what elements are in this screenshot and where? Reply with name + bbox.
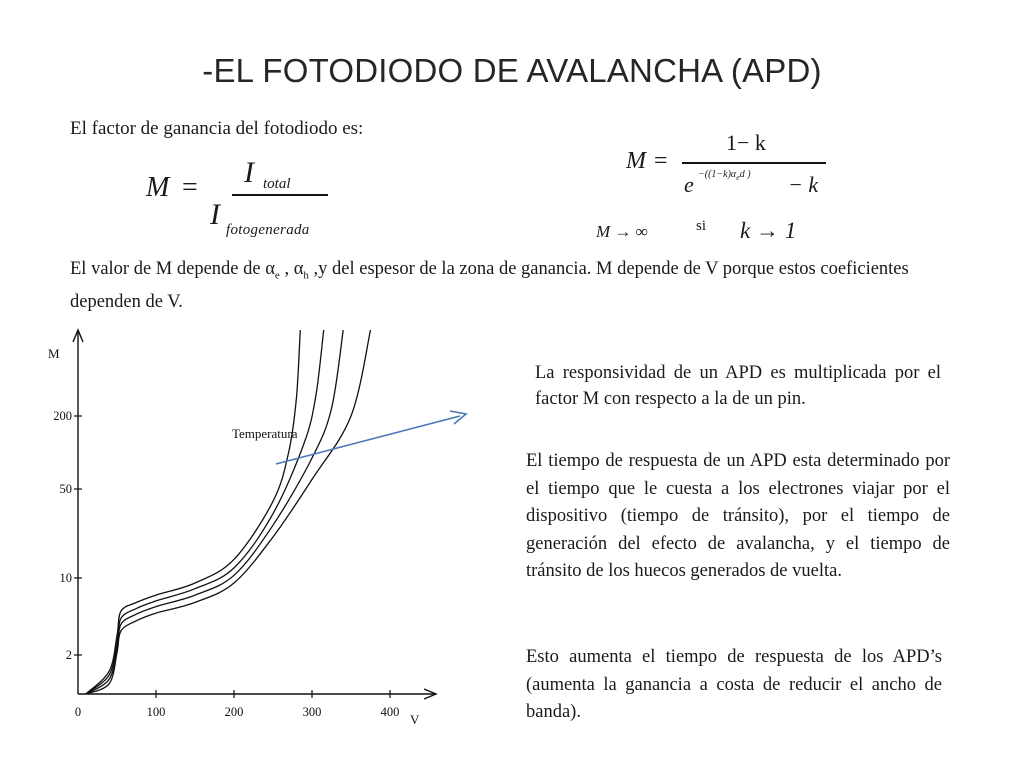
y-tick-label: 10 [59,571,72,585]
increase-paragraph: Esto aumenta el tiempo de respuesta de los APD’s (aumenta la ganancia a costa de reducir el ancho de banda). [526,647,942,722]
formula-lhs: M [146,172,170,203]
formula-equals: = [182,172,198,203]
dependence-paragraph: El valor de M depende de $\alpha_e$ , $\alpha_h$ ,y del espesor de la zona de ganancia. M depende de V porque estos coeficientes dependen de V. [70,259,909,312]
response-time-paragraph: El tiempo de respuesta de un APD esta determinado por el tiempo que le cuesta a los electrones viajar por el dispositivo (tiempo de tránsito), por el tiempo de generación del efecto de avalancha, y el tiempo de tránsito de los huecos generados de vuelta. [526,451,950,581]
y-tick-label: 200 [53,409,72,423]
formula-lhs: M [626,148,646,174]
x-tick-label: 100 [146,705,166,719]
formula-numerator: 1− k [726,130,766,155]
gain-formula [140,158,340,248]
numerator-current: I [244,156,254,189]
temperature-label: Temperatura [232,426,298,441]
y-tick-label: 2 [65,648,72,662]
gain-voltage-chart [40,322,480,732]
formula-equals: = [654,148,668,174]
denominator-current: I [210,198,220,231]
x-tick-label: 400 [380,705,400,719]
y-axis-label: M [48,346,60,361]
limit-si: si [696,218,707,234]
exp-base: e [684,172,694,197]
gain-curve-3 [86,330,343,694]
x-tick-label: 300 [302,705,322,719]
denominator-subscript: fotogenerada [226,222,310,238]
gain-curve-2 [86,330,324,694]
responsivity-paragraph: La responsividad de un APD es multiplicada por el factor M con respecto a la de un pin. [535,363,941,409]
fraction-bar [232,194,328,196]
x-axis-label: V [410,712,420,727]
exp-exponent: $-((1-k)\alpha_ed$ ) [698,169,751,182]
intro-text: El factor de ganancia del fotodiodo es: [70,118,364,139]
avalanche-formula [622,130,842,202]
x-tick-label: 200 [224,705,244,719]
y-tick-label: 50 [59,482,72,496]
numerator-subscript: total [263,176,291,192]
limit-right: k → 1 [740,218,797,243]
limit-left: M → ∞ [596,222,648,241]
gain-curve-4 [86,330,371,694]
temperature-arrow [276,416,460,464]
formula-denominator-tail: − k [788,172,819,197]
slide-title: -EL FOTODIODO DE AVALANCHA (APD) [202,52,822,89]
x-tick-label: 0 [74,705,82,719]
fraction-bar [682,162,826,164]
